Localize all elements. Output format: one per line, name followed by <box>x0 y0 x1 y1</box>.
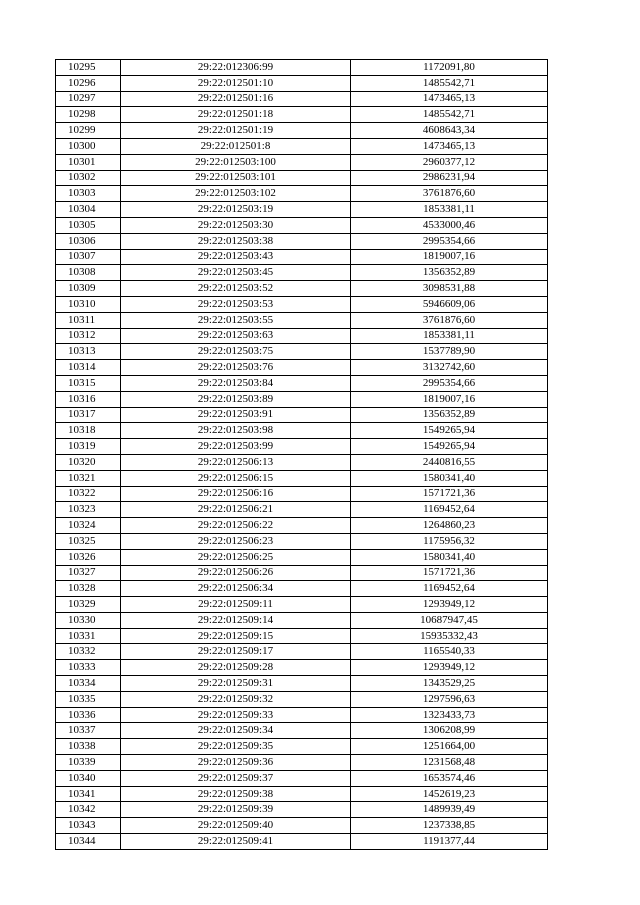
value-cell: 1853381,11 <box>351 202 548 218</box>
row-number-cell: 10328 <box>56 581 121 597</box>
row-number-cell: 10331 <box>56 628 121 644</box>
row-number-cell: 10342 <box>56 802 121 818</box>
table-row <box>56 360 548 376</box>
table-row <box>56 249 548 265</box>
value-cell: 2995354,66 <box>351 233 548 249</box>
table-row <box>56 644 548 660</box>
value-cell: 5946609,06 <box>351 296 548 312</box>
value-cell: 1537789,90 <box>351 344 548 360</box>
table-row <box>56 281 548 297</box>
row-number-cell: 10305 <box>56 217 121 233</box>
row-number-cell: 10341 <box>56 786 121 802</box>
value-cell: 1175956,32 <box>351 533 548 549</box>
row-number-cell: 10318 <box>56 423 121 439</box>
row-number-cell: 10338 <box>56 739 121 755</box>
row-number-cell: 10323 <box>56 502 121 518</box>
cadastral-number-cell: 29:22:012509:17 <box>121 644 351 660</box>
row-number-cell: 10340 <box>56 770 121 786</box>
cadastral-number-cell: 29:22:012503:53 <box>121 296 351 312</box>
cadastral-number-cell: 29:22:012503:102 <box>121 186 351 202</box>
table-row <box>56 312 548 328</box>
row-number-cell: 10309 <box>56 281 121 297</box>
row-number-cell: 10310 <box>56 296 121 312</box>
cadastral-number-cell: 29:22:012506:25 <box>121 549 351 565</box>
value-cell: 1169452,64 <box>351 502 548 518</box>
row-number-cell: 10313 <box>56 344 121 360</box>
cadastral-number-cell: 29:22:012509:37 <box>121 770 351 786</box>
cadastral-number-cell: 29:22:012506:22 <box>121 518 351 534</box>
row-number-cell: 10321 <box>56 470 121 486</box>
value-cell: 2960377,12 <box>351 154 548 170</box>
table-row <box>56 723 548 739</box>
table-row <box>56 391 548 407</box>
value-cell: 1165540,33 <box>351 644 548 660</box>
row-number-cell: 10330 <box>56 612 121 628</box>
table-row <box>56 565 548 581</box>
table-row <box>56 344 548 360</box>
row-number-cell: 10316 <box>56 391 121 407</box>
cadastral-number-cell: 29:22:012501:19 <box>121 123 351 139</box>
value-cell: 1293949,12 <box>351 660 548 676</box>
row-number-cell: 10344 <box>56 834 121 850</box>
cadastral-number-cell: 29:22:012503:91 <box>121 407 351 423</box>
table-row <box>56 502 548 518</box>
row-number-cell: 10301 <box>56 154 121 170</box>
data-table <box>55 59 548 850</box>
cadastral-number-cell: 29:22:012506:13 <box>121 454 351 470</box>
cadastral-number-cell: 29:22:012509:38 <box>121 786 351 802</box>
cadastral-number-cell: 29:22:012506:15 <box>121 470 351 486</box>
table-row <box>56 123 548 139</box>
row-number-cell: 10336 <box>56 707 121 723</box>
cadastral-number-cell: 29:22:012503:76 <box>121 360 351 376</box>
table-row <box>56 802 548 818</box>
value-cell: 1306208,99 <box>351 723 548 739</box>
value-cell: 1580341,40 <box>351 549 548 565</box>
cadastral-number-cell: 29:22:012503:43 <box>121 249 351 265</box>
table-row <box>56 328 548 344</box>
row-number-cell: 10333 <box>56 660 121 676</box>
table-row <box>56 265 548 281</box>
value-cell: 1231568,48 <box>351 755 548 771</box>
table-row <box>56 818 548 834</box>
value-cell: 3761876,60 <box>351 312 548 328</box>
table-row <box>56 75 548 91</box>
row-number-cell: 10324 <box>56 518 121 534</box>
cadastral-number-cell: 29:22:012501:8 <box>121 138 351 154</box>
row-number-cell: 10315 <box>56 375 121 391</box>
cadastral-number-cell: 29:22:012509:28 <box>121 660 351 676</box>
value-cell: 1293949,12 <box>351 597 548 613</box>
table-row <box>56 707 548 723</box>
cadastral-number-cell: 29:22:012509:34 <box>121 723 351 739</box>
value-cell: 1323433,73 <box>351 707 548 723</box>
table-row <box>56 676 548 692</box>
cadastral-number-cell: 29:22:012509:36 <box>121 755 351 771</box>
value-cell: 3761876,60 <box>351 186 548 202</box>
table-row <box>56 170 548 186</box>
table-row <box>56 202 548 218</box>
value-cell: 1819007,16 <box>351 249 548 265</box>
row-number-cell: 10343 <box>56 818 121 834</box>
value-cell: 4533000,46 <box>351 217 548 233</box>
row-number-cell: 10329 <box>56 597 121 613</box>
row-number-cell: 10319 <box>56 439 121 455</box>
table-row <box>56 423 548 439</box>
row-number-cell: 10332 <box>56 644 121 660</box>
cadastral-number-cell: 29:22:012503:84 <box>121 375 351 391</box>
table-body <box>56 60 548 850</box>
value-cell: 1297596,63 <box>351 691 548 707</box>
row-number-cell: 10339 <box>56 755 121 771</box>
cadastral-number-cell: 29:22:012503:99 <box>121 439 351 455</box>
cadastral-number-cell: 29:22:012509:11 <box>121 597 351 613</box>
row-number-cell: 10311 <box>56 312 121 328</box>
row-number-cell: 10302 <box>56 170 121 186</box>
row-number-cell: 10297 <box>56 91 121 107</box>
cadastral-number-cell: 29:22:012503:63 <box>121 328 351 344</box>
cadastral-number-cell: 29:22:012503:19 <box>121 202 351 218</box>
table-row <box>56 628 548 644</box>
table-row <box>56 786 548 802</box>
row-number-cell: 10337 <box>56 723 121 739</box>
value-cell: 1819007,16 <box>351 391 548 407</box>
row-number-cell: 10327 <box>56 565 121 581</box>
row-number-cell: 10312 <box>56 328 121 344</box>
cadastral-number-cell: 29:22:012503:75 <box>121 344 351 360</box>
cadastral-number-cell: 29:22:012506:16 <box>121 486 351 502</box>
table-row <box>56 217 548 233</box>
value-cell: 1653574,46 <box>351 770 548 786</box>
cadastral-number-cell: 29:22:012506:23 <box>121 533 351 549</box>
table-row <box>56 770 548 786</box>
cadastral-number-cell: 29:22:012503:98 <box>121 423 351 439</box>
cadastral-number-cell: 29:22:012503:89 <box>121 391 351 407</box>
table-row <box>56 454 548 470</box>
value-cell: 1485542,71 <box>351 107 548 123</box>
table-row <box>56 296 548 312</box>
value-cell: 1343529,25 <box>351 676 548 692</box>
value-cell: 1489939,49 <box>351 802 548 818</box>
value-cell: 3132742,60 <box>351 360 548 376</box>
value-cell: 1191377,44 <box>351 834 548 850</box>
value-cell: 1473465,13 <box>351 91 548 107</box>
value-cell: 1853381,11 <box>351 328 548 344</box>
cadastral-number-cell: 29:22:012506:34 <box>121 581 351 597</box>
cadastral-number-cell: 29:22:012509:33 <box>121 707 351 723</box>
value-cell: 1549265,94 <box>351 439 548 455</box>
row-number-cell: 10334 <box>56 676 121 692</box>
value-cell: 1169452,64 <box>351 581 548 597</box>
row-number-cell: 10300 <box>56 138 121 154</box>
table-row <box>56 439 548 455</box>
table-row <box>56 660 548 676</box>
cadastral-number-cell: 29:22:012503:100 <box>121 154 351 170</box>
cadastral-number-cell: 29:22:012509:40 <box>121 818 351 834</box>
cadastral-number-cell: 29:22:012509:39 <box>121 802 351 818</box>
row-number-cell: 10317 <box>56 407 121 423</box>
row-number-cell: 10325 <box>56 533 121 549</box>
row-number-cell: 10307 <box>56 249 121 265</box>
value-cell: 1452619,23 <box>351 786 548 802</box>
table-row <box>56 470 548 486</box>
row-number-cell: 10314 <box>56 360 121 376</box>
cadastral-number-cell: 29:22:012306:99 <box>121 60 351 76</box>
cadastral-number-cell: 29:22:012506:26 <box>121 565 351 581</box>
row-number-cell: 10320 <box>56 454 121 470</box>
cadastral-number-cell: 29:22:012503:30 <box>121 217 351 233</box>
cadastral-number-cell: 29:22:012503:38 <box>121 233 351 249</box>
cadastral-number-cell: 29:22:012503:45 <box>121 265 351 281</box>
row-number-cell: 10295 <box>56 60 121 76</box>
row-number-cell: 10296 <box>56 75 121 91</box>
value-cell: 3098531,88 <box>351 281 548 297</box>
row-number-cell: 10304 <box>56 202 121 218</box>
cadastral-number-cell: 29:22:012509:32 <box>121 691 351 707</box>
table-row <box>56 755 548 771</box>
cadastral-number-cell: 29:22:012501:18 <box>121 107 351 123</box>
cadastral-number-cell: 29:22:012506:21 <box>121 502 351 518</box>
value-cell: 1172091,80 <box>351 60 548 76</box>
cadastral-number-cell: 29:22:012503:101 <box>121 170 351 186</box>
row-number-cell: 10322 <box>56 486 121 502</box>
value-cell: 2986231,94 <box>351 170 548 186</box>
value-cell: 1473465,13 <box>351 138 548 154</box>
value-cell: 2995354,66 <box>351 375 548 391</box>
value-cell: 1571721,36 <box>351 565 548 581</box>
table-row <box>56 138 548 154</box>
row-number-cell: 10298 <box>56 107 121 123</box>
row-number-cell: 10326 <box>56 549 121 565</box>
cadastral-number-cell: 29:22:012501:10 <box>121 75 351 91</box>
table-row <box>56 612 548 628</box>
value-cell: 10687947,45 <box>351 612 548 628</box>
value-cell: 1356352,89 <box>351 407 548 423</box>
cadastral-number-cell: 29:22:012509:15 <box>121 628 351 644</box>
table-row <box>56 154 548 170</box>
value-cell: 15935332,43 <box>351 628 548 644</box>
table-row <box>56 834 548 850</box>
value-cell: 1251664,00 <box>351 739 548 755</box>
table-row <box>56 486 548 502</box>
table-row <box>56 91 548 107</box>
table-row <box>56 581 548 597</box>
table-row <box>56 597 548 613</box>
cadastral-number-cell: 29:22:012509:31 <box>121 676 351 692</box>
value-cell: 4608643,34 <box>351 123 548 139</box>
value-cell: 1485542,71 <box>351 75 548 91</box>
table-row <box>56 233 548 249</box>
value-cell: 1356352,89 <box>351 265 548 281</box>
cadastral-number-cell: 29:22:012509:41 <box>121 834 351 850</box>
row-number-cell: 10299 <box>56 123 121 139</box>
table-row <box>56 375 548 391</box>
table-row <box>56 186 548 202</box>
cadastral-number-cell: 29:22:012503:55 <box>121 312 351 328</box>
table-row <box>56 407 548 423</box>
value-cell: 1549265,94 <box>351 423 548 439</box>
table-row <box>56 739 548 755</box>
row-number-cell: 10306 <box>56 233 121 249</box>
row-number-cell: 10303 <box>56 186 121 202</box>
table-row <box>56 549 548 565</box>
table-row <box>56 518 548 534</box>
value-cell: 1571721,36 <box>351 486 548 502</box>
row-number-cell: 10308 <box>56 265 121 281</box>
cadastral-number-cell: 29:22:012503:52 <box>121 281 351 297</box>
table-row <box>56 107 548 123</box>
table-row <box>56 60 548 76</box>
row-number-cell: 10335 <box>56 691 121 707</box>
cadastral-number-cell: 29:22:012509:14 <box>121 612 351 628</box>
cadastral-number-cell: 29:22:012501:16 <box>121 91 351 107</box>
table-row <box>56 691 548 707</box>
value-cell: 2440816,55 <box>351 454 548 470</box>
value-cell: 1580341,40 <box>351 470 548 486</box>
table-row <box>56 533 548 549</box>
cadastral-number-cell: 29:22:012509:35 <box>121 739 351 755</box>
value-cell: 1237338,85 <box>351 818 548 834</box>
value-cell: 1264860,23 <box>351 518 548 534</box>
